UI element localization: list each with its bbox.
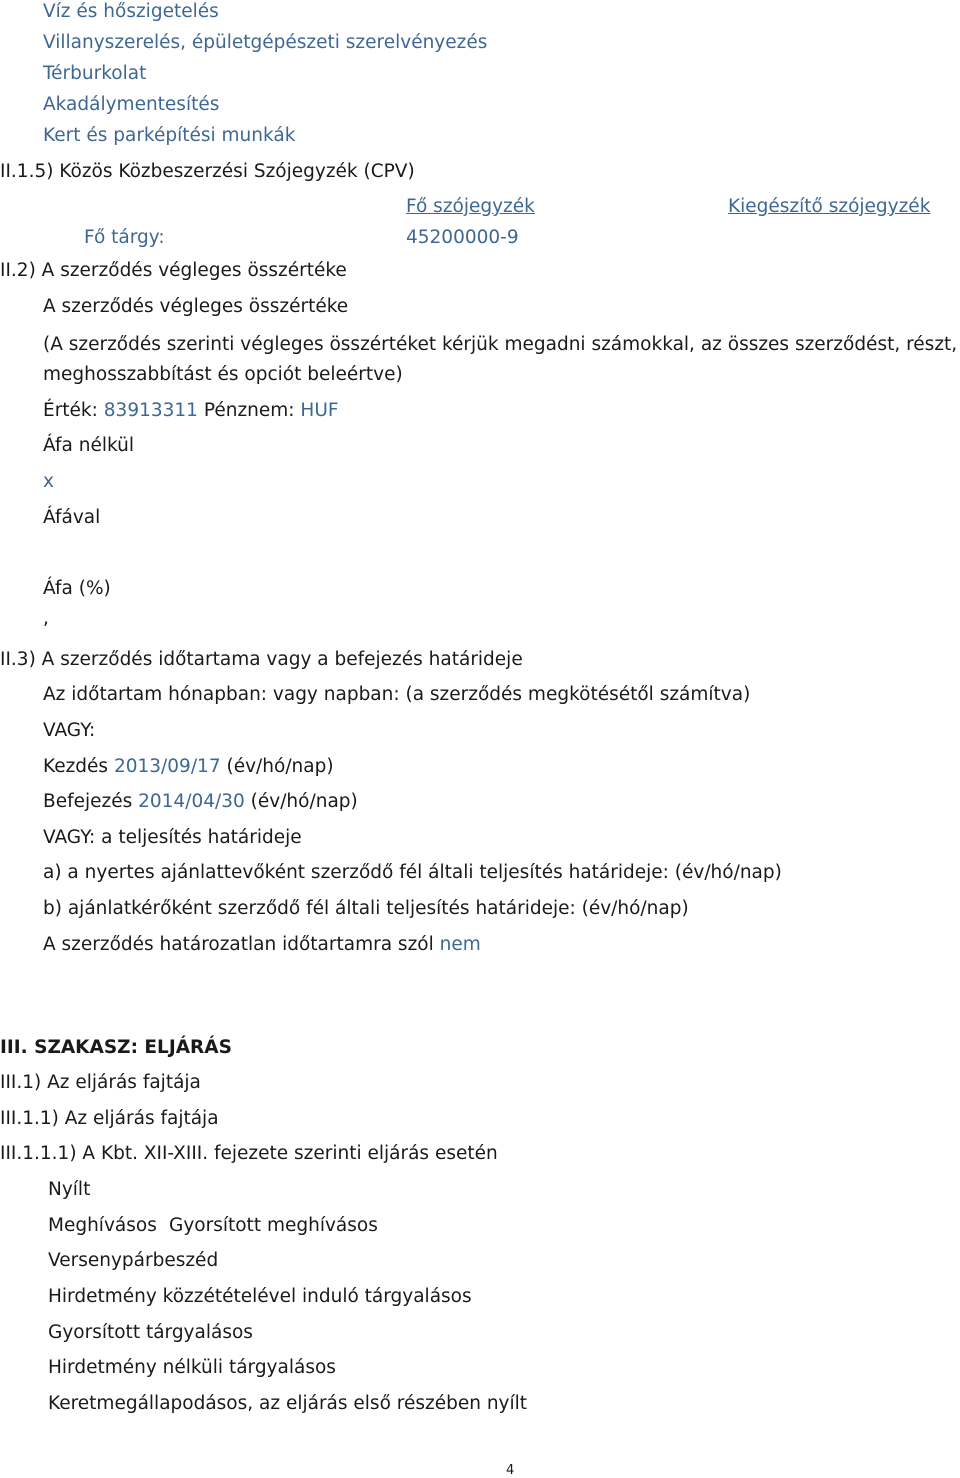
end-label: Befejezés (43, 791, 133, 812)
list-item: Víz és hőszigetelés (43, 1, 219, 22)
procedure-type: Nyílt (48, 1179, 91, 1200)
end-date: 2014/04/30 (138, 791, 245, 812)
without-vat-label: Áfa nélkül (43, 435, 134, 456)
end-row (43, 793, 358, 812)
start-unit: (év/hó/nap) (226, 756, 334, 777)
list-item: Akadálymentesítés (43, 94, 220, 115)
indefinite-label: A szerződés határozatlan időtartamra szól (43, 934, 434, 955)
duration-heading: II.3) A szerződés időtartama vagy a befejezés határideje (0, 649, 523, 670)
supp-vocab-link[interactable]: Kiegészítő szójegyzék (728, 196, 931, 217)
procedure-type: Gyorsított meghívásos (169, 1215, 378, 1236)
or-label: VAGY: (43, 720, 96, 741)
page-number: 4 (506, 1463, 515, 1478)
note-line: meghosszabbítást és opciót beleértve) (43, 364, 403, 385)
list-item: Villanyszerelés, épületgépészeti szerelvényezés (43, 32, 488, 53)
main-object-label: Fő tárgy: (84, 227, 165, 248)
list-item: Térburkolat (43, 63, 147, 84)
list-item: Kert és parképítési munkák (43, 125, 296, 146)
procedure-type: Keretmegállapodásos, az eljárás első részében nyílt (48, 1393, 528, 1414)
vat-pct-label: Áfa (%) (43, 578, 111, 599)
start-date: 2013/09/17 (113, 756, 221, 777)
currency-value: HUF (300, 400, 339, 421)
start-label: Kezdés (43, 756, 109, 777)
procedure-type: Hirdetmény nélküli tárgyalásos (48, 1357, 336, 1378)
total-value-subheading: A szerződés végleges összértéke (43, 296, 349, 317)
value-label: Érték: (43, 400, 98, 421)
with-vat-label: Áfával (43, 507, 101, 528)
indefinite-row (43, 936, 481, 955)
start-row (43, 758, 334, 777)
total-value-heading: II.2) A szerződés végleges összértéke (0, 260, 347, 281)
indefinite-value: nem (439, 934, 481, 955)
vat-pct-value: , (43, 608, 49, 629)
section3-heading: III. SZAKASZ: ELJÁRÁS (0, 1037, 232, 1058)
procedure-subheading: III.1.1) Az eljárás fajtája (0, 1108, 219, 1129)
procedure-subsubheading: III.1.1.1) A Kbt. XII-XIII. fejezete szerinti eljárás esetén (0, 1143, 498, 1164)
value-amount: 83913311 (103, 400, 198, 421)
cpv-heading: II.1.5) Közös Közbeszerzési Szójegyzék (CPV) (0, 161, 415, 182)
procedure-type: Gyorsított tárgyalásos (48, 1322, 253, 1343)
main-vocab-link[interactable]: Fő szójegyzék (406, 196, 535, 217)
note-line: (A szerződés szerinti végleges összértéket kérjük megadni számokkal, az összes szerződést, részt, (43, 334, 958, 355)
procedure-type: Hirdetmény közzétételével induló tárgyalásos (48, 1286, 472, 1307)
duration-months-days: Az időtartam hónapban: vagy napban: (a szerződés megkötésétől számítva) (43, 684, 751, 705)
currency-label: Pénznem: (203, 400, 295, 421)
procedure-type: Versenypárbeszéd (48, 1250, 219, 1271)
or-deadline-label: VAGY: a teljesítés határideje (43, 827, 302, 848)
procedure-heading: III.1) Az eljárás fajtája (0, 1072, 201, 1093)
main-object-code: 45200000-9 (406, 227, 519, 248)
x-mark: x (43, 471, 54, 492)
procedure-type: Meghívásos (48, 1215, 157, 1236)
deadline-line-a: a) a nyertes ajánlattevőként szerződő fél általi teljesítés határideje: (év/hó/nap) (43, 862, 782, 883)
value-row (43, 402, 339, 421)
end-unit: (év/hó/nap) (250, 791, 358, 812)
deadline-line-b: b) ajánlatkérőként szerződő fél általi teljesítés határideje: (év/hó/nap) (43, 898, 689, 919)
